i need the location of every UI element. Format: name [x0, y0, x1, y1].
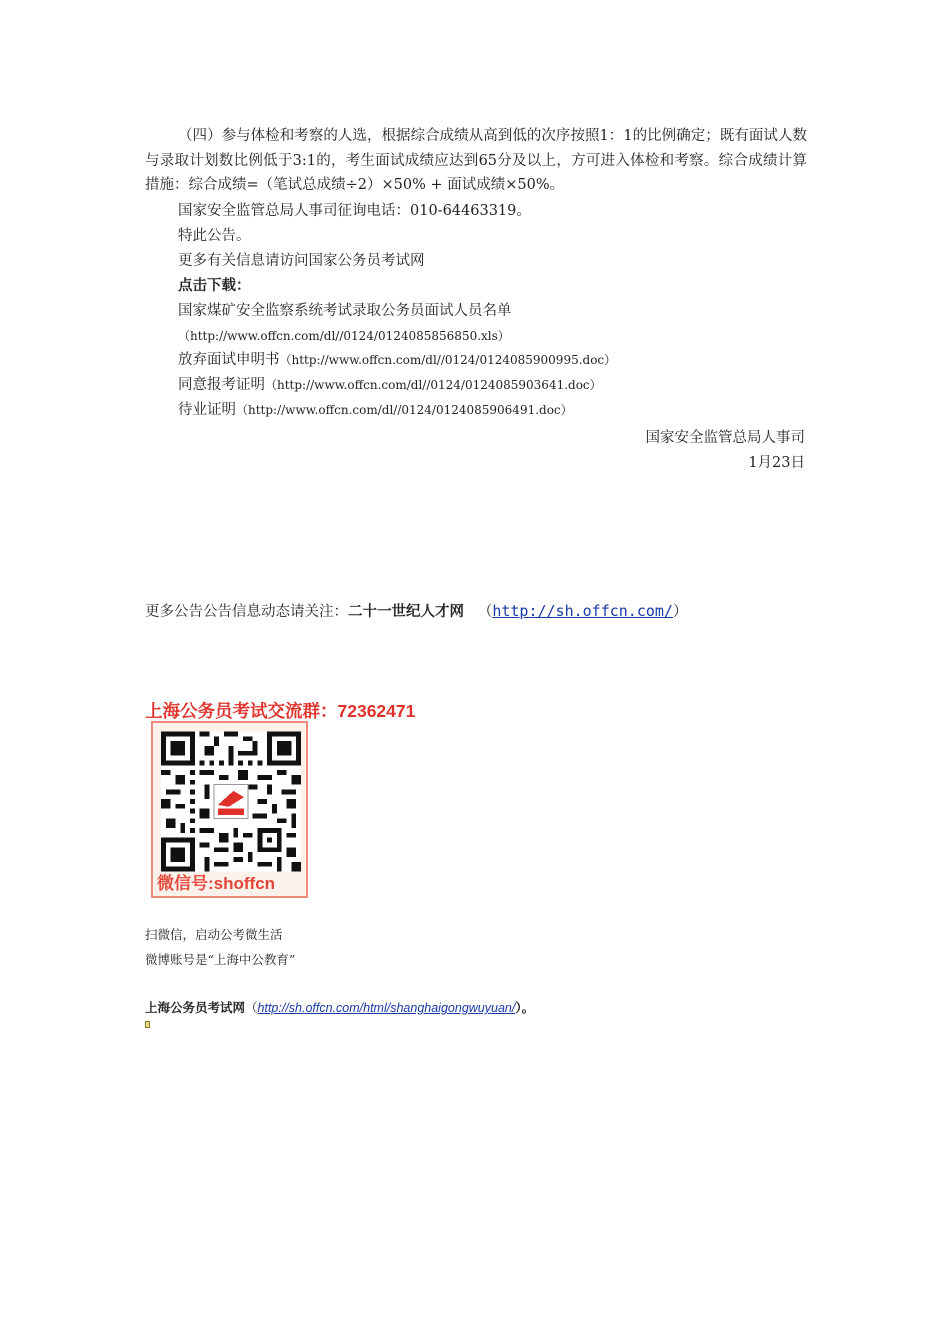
- follow-line: [145, 600, 687, 621]
- website-close: ）。: [515, 1001, 535, 1015]
- download-item-url: （http://www.offcn.com/dl//0124/0124085903641.doc）: [265, 378, 602, 392]
- download-item[interactable]: [178, 373, 602, 397]
- small-image-icon: [145, 1021, 150, 1028]
- download-item-name: 同意报考证明: [178, 377, 265, 393]
- qr-code-card: [151, 721, 308, 898]
- download-item-name[interactable]: 国家煤矿安全监察系统考试录取公务员面试人员名单: [178, 303, 512, 319]
- follow-open: （: [477, 604, 493, 620]
- phone-line: 国家安全监管总局人事司征询电话：010-64463319。: [178, 203, 531, 219]
- closing-line: 特此公告。: [178, 228, 251, 244]
- follow-close: ）: [672, 604, 688, 620]
- download-item[interactable]: [178, 398, 573, 422]
- exchange-group-title: 上海公务员考试交流群：72362471: [145, 701, 416, 721]
- download-item-url[interactable]: （http://www.offcn.com/dl//0124/0124085856850.xls）: [178, 329, 510, 343]
- download-item-url: （http://www.offcn.com/dl//0124/0124085900995.doc）: [279, 353, 617, 367]
- date: 1月23日: [748, 455, 805, 471]
- wechat-line: 扫微信，启动公考微生活: [145, 927, 283, 942]
- qr-code-icon: [161, 729, 301, 874]
- more-info-line[interactable]: 更多有关信息请访问国家公务员考试网: [178, 253, 425, 269]
- download-item-name: 放弃面试申明书: [178, 352, 280, 368]
- website-link[interactable]: http://sh.offcn.com/html/shanghaigongwuyuan/: [257, 1001, 516, 1015]
- follow-link[interactable]: http://sh.offcn.com/: [492, 602, 673, 620]
- follow-site-name: 二十一世纪人才网: [348, 603, 464, 620]
- website-line: [145, 998, 534, 1016]
- website-open: （: [245, 1001, 258, 1015]
- download-item-name: 待业证明: [178, 402, 236, 418]
- website-label: 上海公务员考试网: [145, 1001, 246, 1015]
- weibo-line: 微博账号是“上海中公教育”: [145, 952, 296, 967]
- signature: 国家安全监管总局人事司: [645, 430, 805, 446]
- qr-caption: 微信号:shoffcn: [157, 874, 276, 893]
- download-item[interactable]: [178, 348, 616, 372]
- paragraph-four: （四）参与体检和考察的人选，根据综合成绩从高到低的次序按照1：1的比例确定；既有面试人数与录取计划数比例低于3:1的，考生面试成绩应达到65分及以上，方可进入体检和考察。综合成绩计算措施：综合成绩=（笔试总成绩÷2）×50% + 面试成绩×50%。: [145, 128, 807, 193]
- follow-prefix: 更多公告公告信息动态请关注：: [145, 604, 348, 620]
- download-label: 点击下载：: [178, 277, 251, 294]
- download-item-url: （http://www.offcn.com/dl//0124/0124085906491.doc）: [236, 403, 573, 417]
